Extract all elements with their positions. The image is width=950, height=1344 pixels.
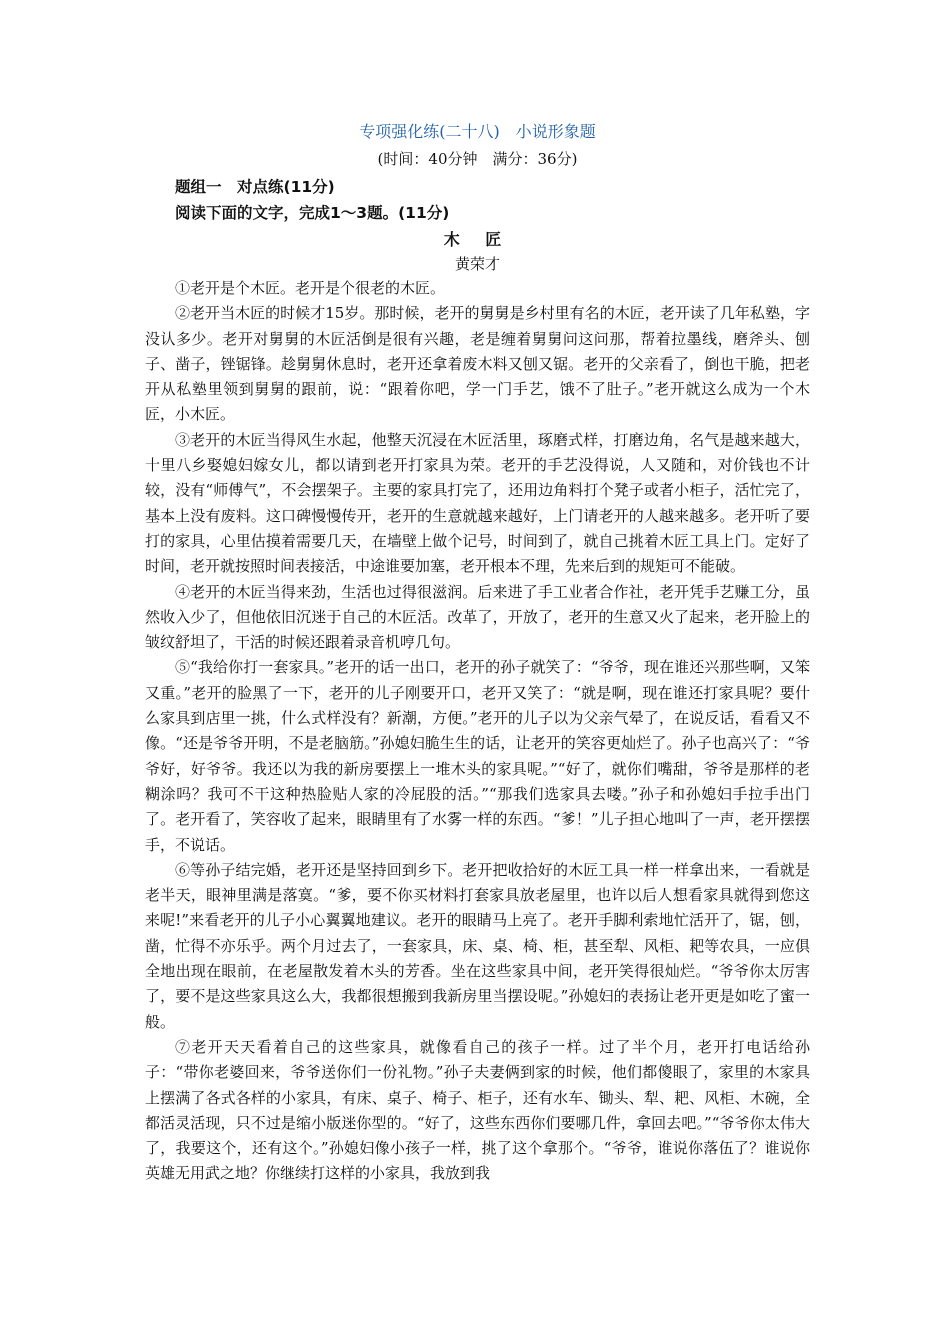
paragraph-2: ②老开当木匠的时候才15岁。那时候，老开的舅舅是乡村里有名的木匠，老开读了几年私塾，字没认多少。老开对舅舅的木匠活倒是很有兴趣，老是缠着舅舅问这问那，帮着拉墨线，磨斧头、刨子、凿子，锉锯锋。趁舅舅休息时，老开还拿着废木料又刨又锯。老开的父亲看了，倒也干脆，把老开从私塾里领到舅舅的跟前，说：“跟着你吧，学一门手艺，饿不了肚子。”老开就这么成为一个木匠，小木匠。	[145, 304, 810, 424]
paragraph-5: ⑤“我给你打一套家具。”老开的话一出口，老开的孙子就笑了：“爷爷，现在谁还兴那些啊，又笨又重。”老开的脸黑了一下，老开的儿子刚要开口，老开又笑了：“就是啊，现在谁还打家具呢？要什么家具到店里一挑，什么式样没有？新潮，方便。”老开的儿子以为父亲气晕了，在说反话，看看又不像。“还是爷爷开明，不是老脑筋。”孙媳妇脆生生的话，让老开的笑容更灿烂了。孙子也高兴了：“爷爷好，好爷爷。我还以为我的新房要摆上一堆木头的家具呢。”“好了，就你们嘴甜，爷爷是那样的老糊涂吗？我可不干这种热脸贴人家的冷屁股的活。”“那我们选家具去喽。”孙子和孙媳妇手拉手出门了。老开看了，笑容收了起来，眼睛里有了水雾一样的东西。“爹！”儿子担心地叫了一声，老开摆摆手，不说话。	[145, 658, 810, 854]
article-title: 木 匠	[443, 230, 512, 249]
article-author: 黄荣才	[454, 255, 500, 273]
document-page	[145, 120, 810, 1187]
paragraph-7: ⑦老开天天看着自己的这些家具，就像看自己的孩子一样。过了半个月，老开打电话给孙子：“带你老婆回来，爷爷送你们一份礼物。”孙子夫妻俩到家的时候，他们都傻眼了，家里的木家具上摆满了各式各样的小家具，有床、桌子、椅子、柜子，还有水车、锄头、犁、耙、风柜、木碗，全都活灵活现，只不过是缩小版迷你型的。“好了，这些东西你们要哪几件，拿回去吧。”“爷爷你太伟大了，我要这个，还有这个。”孙媳妇像小孩子一样，挑了这个拿那个。“爷爷，谁说你落伍了？谁说你英雄无用武之地？你继续打这样的小家具，我放到我	[145, 1037, 810, 1183]
question-group-heading: 题组一 对点练(11分)	[175, 178, 335, 196]
paragraph-3: ③老开的木匠当得风生水起，他整天沉浸在木匠活里，琢磨式样，打磨边角，名气是越来越大，十里八乡娶媳妇嫁女儿，都以请到老开打家具为荣。老开的手艺没得说，人又随和，对价钱也不计较，没有“师傅气”，不会摆架子。主要的家具打完了，还用边角料打个凳子或者小柜子，活忙完了，基本上没有废料。这口碑慢慢传开，老开的生意就越来越好，上门请老开的人越来越多。老开听了要打的家具，心里估摸着需要几天，在墙壁上做个记号，时间到了，就自己挑着木匠工具上门。定好了时间，老开就按照时间表接活，中途谁要加塞，老开根本不理，先来后到的规矩可不能破。	[145, 430, 810, 576]
paragraph-6: ⑥等孙子结完婚，老开还是坚持回到乡下。老开把收拾好的木匠工具一样一样拿出来，一看就是老半天，眼神里满是落寞。“爹，要不你买材料打套家具放老屋里，也许以后人想看家具就得到您这来呢!”来看老开的儿子小心翼翼地建议。老开的眼睛马上亮了。老开手脚利索地忙活开了，锯，刨，凿，忙得不亦乐乎。两个月过去了，一套家具，床、桌、椅、柜，甚至犁、风柜、耙等农具，一应俱全地出现在眼前，在老屋散发着木头的芳香。坐在这些家具中间，老开笑得很灿烂。“爷爷你太厉害了，要不是这些家具这么大，我都很想搬到我新房里当摆设呢。”孙媳妇的表扬让老开更是如吃了蜜一般。	[145, 860, 810, 1031]
paragraph-1: ①老开是个木匠。老开是个很老的木匠。	[175, 279, 446, 297]
paragraph-4: ④老开的木匠当得来劲，生活也过得很滋润。后来进了手工业者合作社，老开凭手艺赚工分，虽然收入少了，但他依旧沉迷于自己的木匠活。改革了，开放了，老开的生意又火了起来，老开脸上的皱纹舒坦了，干活的时候还跟着录音机哼几句。	[145, 582, 810, 652]
document-title: 专项强化练(二十八) 小说形象题	[359, 122, 596, 141]
time-score-note: (时间：40分钟 满分：36分)	[377, 150, 578, 168]
reading-instruction: 阅读下面的文字，完成1～3题。(11分)	[175, 204, 450, 222]
